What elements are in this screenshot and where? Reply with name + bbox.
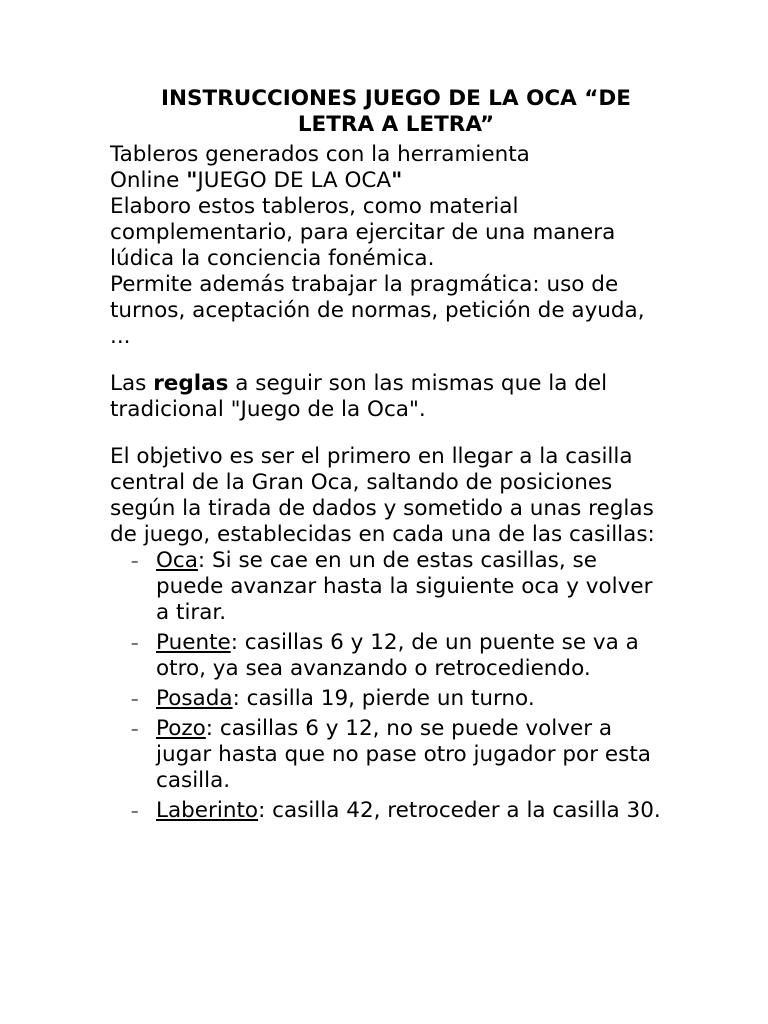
rule-text: : casilla 19, pierde un turno.: [232, 686, 535, 711]
rules-list: [110, 548, 668, 824]
rules-bold-word: reglas: [153, 371, 229, 396]
rules-prefix: Las: [110, 371, 154, 396]
list-item: [131, 716, 668, 794]
intro-quote-open: ": [186, 168, 198, 193]
list-item: [131, 686, 668, 712]
document-title: INSTRUCCIONES JUEGO DE LA OCA “DE LETRA A LETRA”: [161, 86, 631, 137]
intro-paragraph-3: Permite además trabajar la pragmática: uso de turnos, aceptación de normas, petición de ayuda, ...: [110, 272, 645, 349]
rule-text: : Si se cae en un de estas casillas, se puede avanzar hasta la siguiente oca y volver a tirar.: [156, 548, 653, 625]
rule-term: Posada: [156, 686, 233, 711]
spacer: [110, 423, 668, 444]
rule-text: : casillas 6 y 12, no se puede volver a jugar hasta que no pase otro jugador por esta casilla.: [156, 716, 651, 793]
intro-paragraph-2: Elaboro estos tableros, como material complementario, para ejercitar de una manera lúdica la conciencia fonémica.: [110, 194, 616, 271]
rules-suffix: a seguir son las mismas que la del tradicional "Juego de la Oca".: [110, 371, 608, 422]
intro-quote-close: ": [391, 168, 403, 193]
bullet-dash: –: [131, 552, 139, 570]
rules-paragraph: [110, 371, 668, 423]
list-item: [131, 548, 668, 626]
objective-paragraph: El objetivo es ser el primero en llegar a la casilla central de la Gran Oca, saltando de posiciones según la tirada de dados y sometido a unas reglas de juego, establecidas en cada una de las casillas:: [110, 444, 655, 547]
rule-term: Puente: [156, 630, 231, 655]
rule-term: Oca: [156, 548, 198, 573]
bullet-dash: –: [131, 690, 139, 708]
intro-line-1: Tableros generados con la herramienta: [110, 142, 530, 167]
rule-term: Pozo: [156, 716, 206, 741]
rule-text: : casillas 6 y 12, de un puente se va a otro, ya sea avanzando o retrocediendo.: [156, 630, 639, 681]
rule-text: : casilla 42, retroceder a la casilla 30.: [258, 798, 661, 823]
tool-name: JUEGO DE LA OCA: [197, 168, 392, 193]
bullet-dash: –: [131, 802, 139, 820]
bullet-dash: –: [131, 720, 139, 738]
intro-line-2: [110, 168, 668, 194]
spacer: [110, 350, 668, 371]
bullet-dash: –: [131, 634, 139, 652]
list-item: [131, 798, 668, 824]
list-item: [131, 630, 668, 682]
intro-line-2-prefix: Online: [110, 168, 187, 193]
rule-term: Laberinto: [156, 798, 259, 823]
